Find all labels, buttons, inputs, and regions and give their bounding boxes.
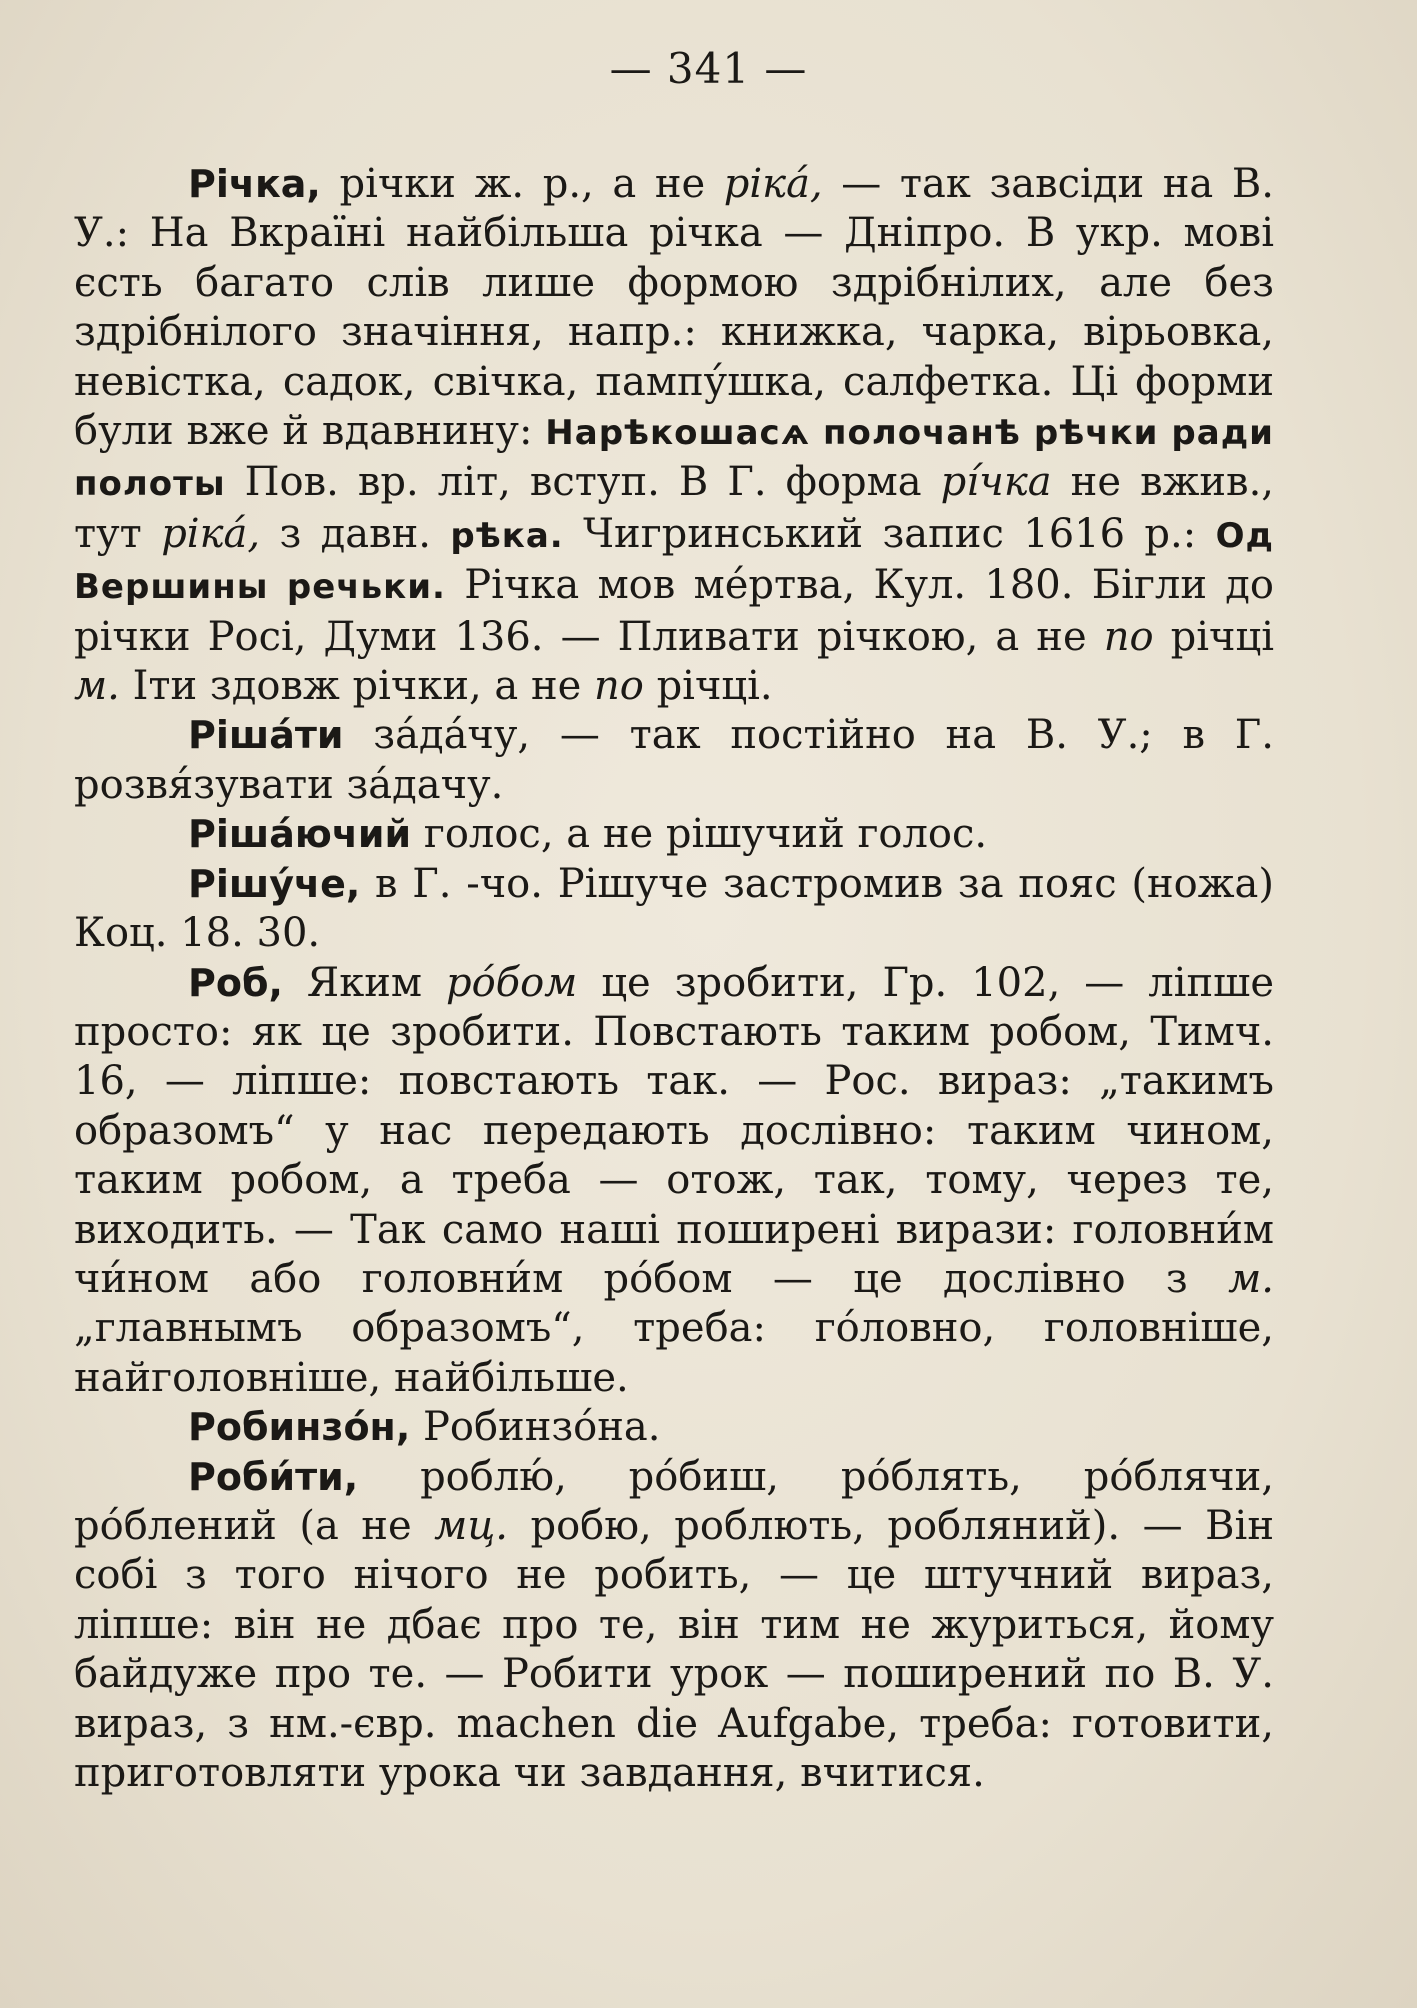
headword: Роби́ти,: [188, 1454, 359, 1499]
headword: Рішáти: [188, 713, 344, 758]
entry-rob: Роб, Яким рóбом це зробити, Гр. 102, — ліпше просто: як це зробити. Повстають таким робом, Тимч. 16, — ліпше: повстають так. — Рос. вираз: „такимъ образомъ“ у нас передають дослівно: таким чином, таким робом, а треба — отож, так, тому, через те, виходить. — Так само наші поширені вирази: головни́м чи́ном або головни́м рóбом — це дослівно з м. „главнымъ образомъ“, треба: гóловно, головніше, найголовніше, найбільше.: [74, 959, 1274, 1401]
headword: Рішу́че,: [188, 861, 361, 906]
entry-rishaiuchyi: Рішáючий голос, а не рішучий голос.: [188, 811, 988, 858]
entry-rishaty: Рішáти зáдáчу, — так постійно на В. У.; в Г. розвя́зувати зáдачу.: [74, 712, 1274, 808]
old-slavonic-quote: Од Вершины речьки.: [74, 515, 1274, 608]
entry-robynzon: Робинзóн, Робинзóна.: [188, 1404, 661, 1451]
entry-richka: Річка, річки ж. р., а не ріка́, — так завсіди на В. У.: На Вкраїні найбільша річка — Дніпро. В укр. мові єсть багато слів лише формою здрібнілих, але без здрібнілого значіння, напр.: книжка, чарка, вірьовка, невістка, садок, свічка, пампу́шка, салфетка. Ці форми були вже й вдавнину: Нарѣкошасѧ полочанѣ рѣчки ради полоты Пов. вр. літ, вступ. В Г. форма рі́чка не вжив., тут ріка́, з давн. рѣка. Чигринський запис 1616 р.: Од Вершины речьки. Річка мов ме́ртва, Кул. 180. Бігли до річки Росі, Думи 136. — Пливати річкою, а не по річці м. Іти здовж річки, а не по річці.: [74, 161, 1275, 710]
headword: Річка,: [188, 162, 321, 206]
headword: Рішáючий: [188, 812, 412, 857]
old-slavonic-quote: Нарѣкошасѧ полочанѣ рѣчки ради полоты: [74, 413, 1275, 505]
entry-robyty: Роби́ти, роблю́, рóбиш, рóблять, рóблячи, рóблений (а не мц. робю, роблють, робляний). — Він собі з того нічого не робить, — це штучний вираз, ліпше: він не дбає про те, він тим не журиться, йому байдуже про те. — Робити урок — поширений по В. У. вираз, з нм.-євр. machen die Aufgabe, треба: готовити, приготовляти урока чи завдання, вчитися.: [74, 1453, 1274, 1796]
old-slavonic-word: рѣка.: [450, 515, 564, 556]
page-number: — 341 —: [609, 44, 808, 93]
entry-rishuche: Рішу́че, в Г. -чо. Рішуче застромив за пояс (ножа) Коц. 18. 30.: [74, 860, 1274, 957]
dictionary-text: [74, 160, 1274, 1798]
headword: Робинзóн,: [188, 1405, 411, 1450]
headword: Роб,: [188, 960, 283, 1005]
